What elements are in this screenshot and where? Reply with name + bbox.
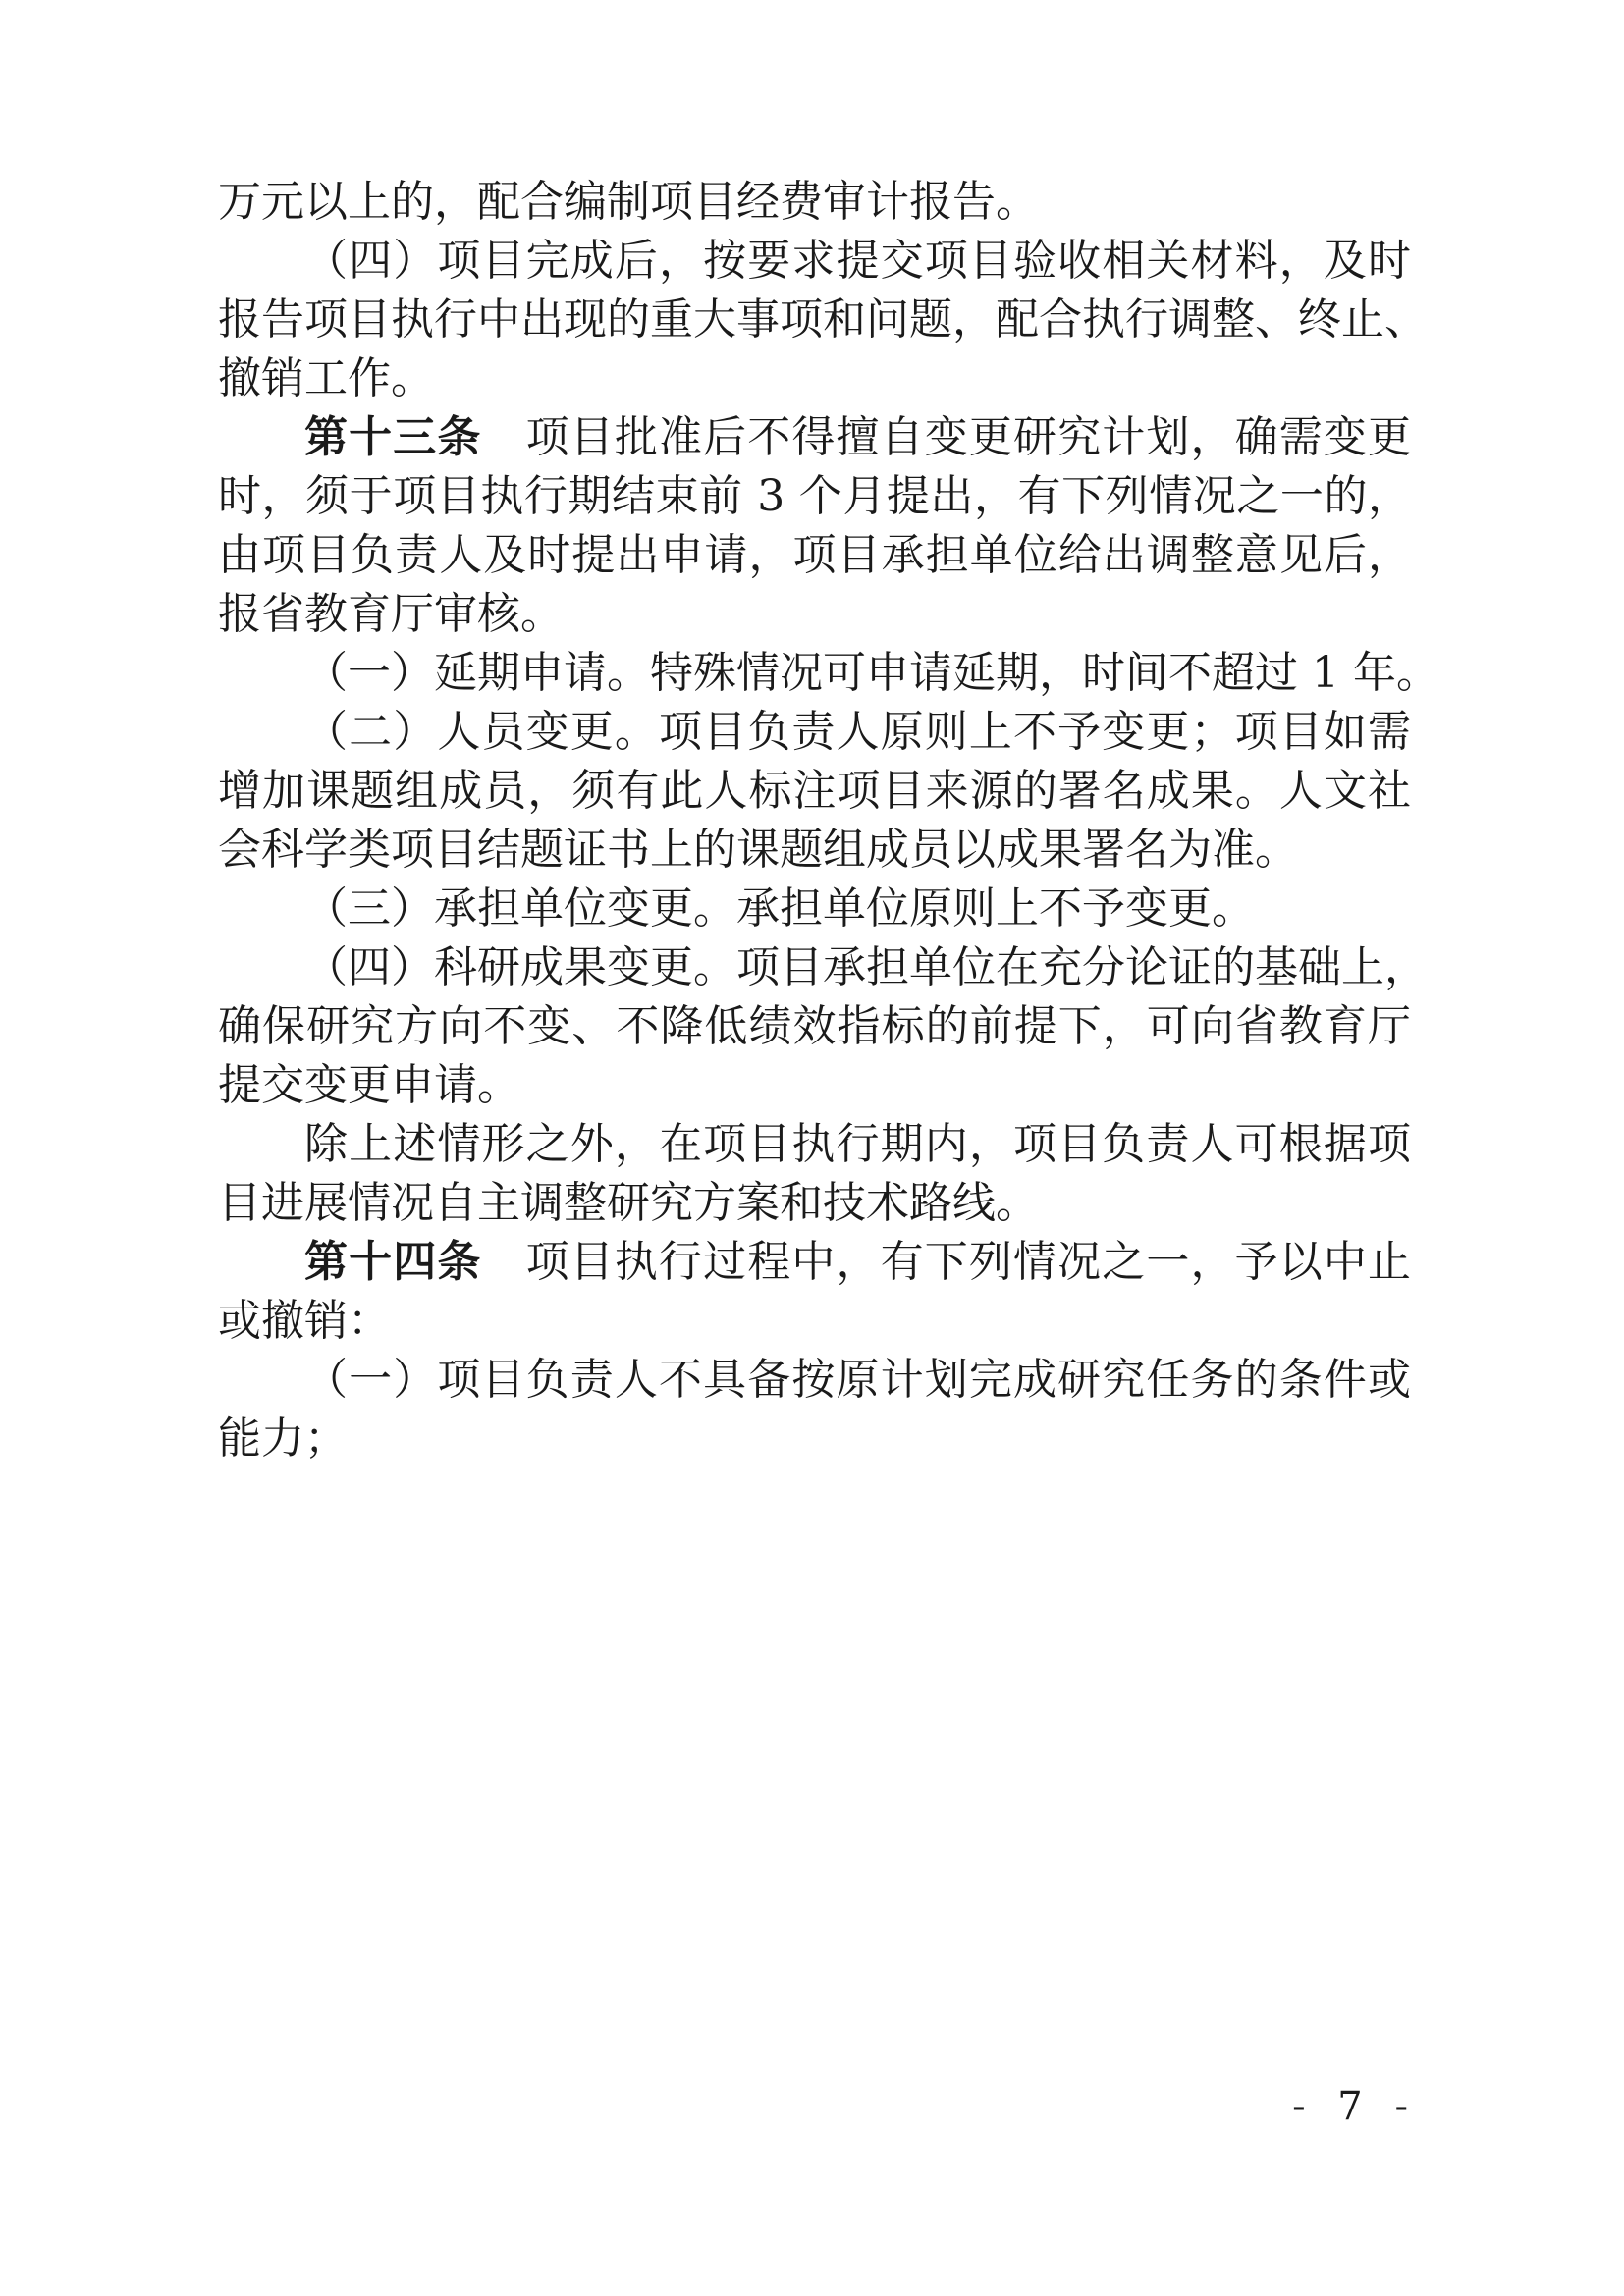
paragraph-line: 增加课题组成员，须有此人标注项目来源的署名成果。人文社: [218, 766, 1411, 816]
paragraph-line: 撤销工作。: [218, 353, 434, 403]
paragraph-line: 会科学类项目结题证书上的课题组成员以成果署名为准。: [218, 825, 1298, 875]
paragraph-line-text: 项目批准后不得擅自变更研究计划，确需变更: [524, 412, 1411, 462]
paragraph-line: 或撤销：: [218, 1296, 391, 1346]
paragraph-line: 时，须于项目执行期结束前 3 个月提出，有下列情况之一的，: [218, 471, 1411, 521]
paragraph-line: 万元以上的，配合编制项目经费审计报告。: [218, 177, 1039, 227]
paragraph-line: 由项目负责人及时提出申请，项目承担单位给出调整意见后，: [218, 530, 1411, 580]
paragraph-line: 除上述情形之外，在项目执行期内，项目负责人可根据项: [304, 1119, 1411, 1169]
article-14-first-line: [304, 1233, 1411, 1292]
paragraph-line: （二）人员变更。项目负责人原则上不予变更；项目如需: [304, 707, 1411, 757]
paragraph-line: 提交变更申请。: [218, 1060, 520, 1110]
article-13-label: 第十三条: [304, 412, 482, 462]
page-number: - 7 -: [1292, 2084, 1418, 2129]
article-14-label: 第十四条: [304, 1237, 482, 1287]
paragraph-line: （一）项目负责人不具备按原计划完成研究任务的条件或: [304, 1355, 1411, 1405]
paragraph-line-text: 项目执行过程中，有下列情况之一，予以中止: [524, 1237, 1411, 1287]
paragraph-line: 目进展情况自主调整研究方案和技术路线。: [218, 1178, 1039, 1228]
article-13-first-line: [304, 408, 1411, 467]
paragraph-line: （四）项目完成后，按要求提交项目验收相关材料，及时: [304, 236, 1411, 286]
paragraph-line: 确保研究方向不变、不降低绩效指标的前提下，可向省教育厅: [218, 1001, 1411, 1051]
paragraph-line: 报省教育厅审核。: [218, 589, 564, 639]
paragraph-line: （四）科研成果变更。项目承担单位在充分论证的基础上，: [304, 942, 1428, 992]
paragraph-line: 报告项目执行中出现的重大事项和问题，配合执行调整、终止、: [218, 294, 1428, 345]
paragraph-line: （一）延期申请。特殊情况可申请延期，时间不超过 1 年。: [304, 648, 1439, 698]
paragraph-line: （三）承担单位变更。承担单位原则上不予变更。: [304, 883, 1255, 934]
paragraph-line: 能力；: [218, 1414, 348, 1464]
